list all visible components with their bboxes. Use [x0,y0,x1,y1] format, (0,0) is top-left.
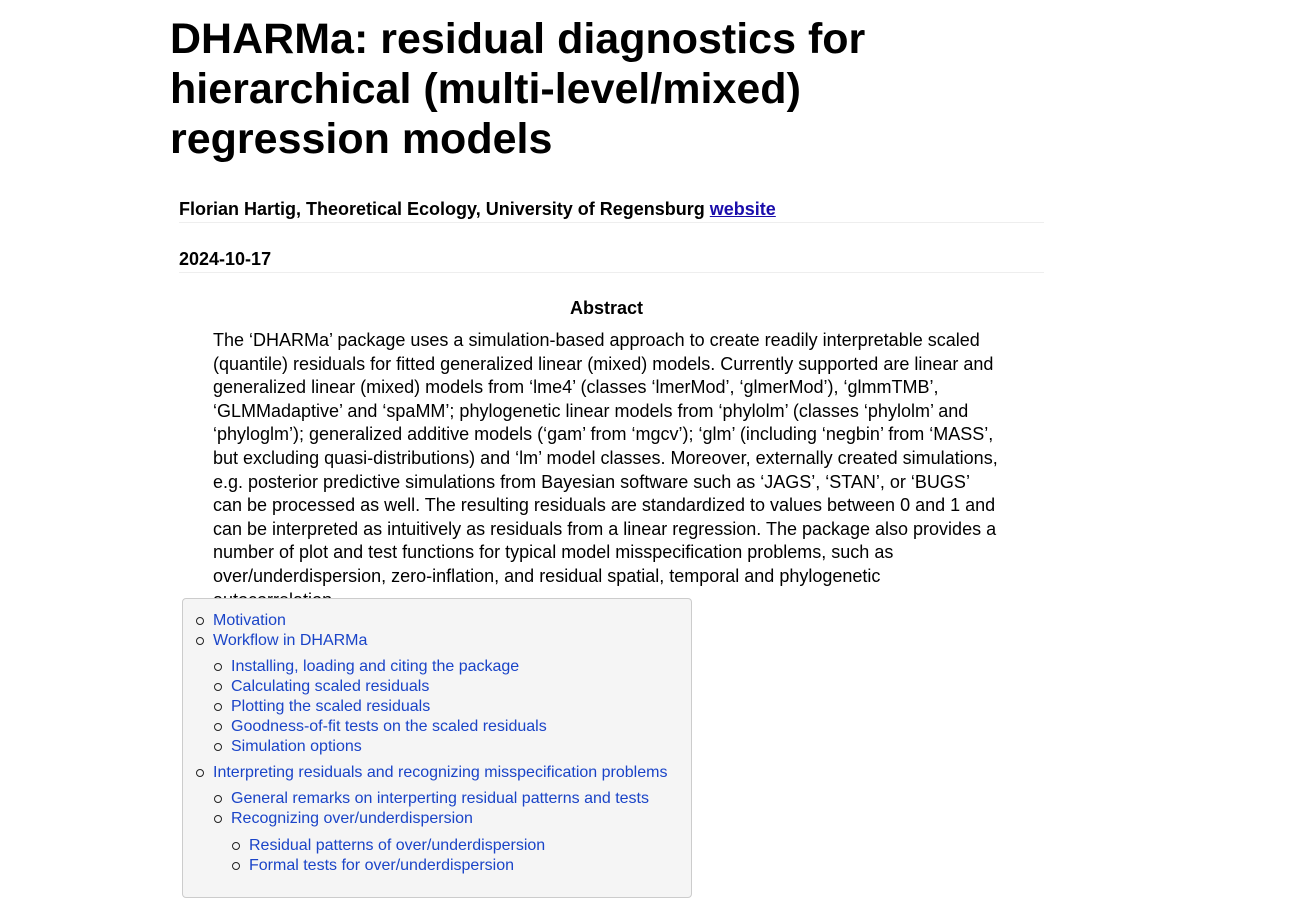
bullet-icon [214,743,222,751]
toc-item-residual-patterns[interactable] [249,836,545,856]
toc-item-calculating[interactable] [231,677,429,697]
toc-link[interactable]: Residual patterns of over/underdispersion [249,837,546,854]
toc-link[interactable]: Interpreting residuals and recognizing misspecification problems [213,764,668,781]
author-line [179,196,1044,223]
toc-item-workflow[interactable] [213,631,367,651]
toc-link[interactable]: Calculating scaled residuals [231,678,430,695]
toc-item-plotting[interactable] [231,697,430,717]
toc-link[interactable]: Installing, loading and citing the package [231,658,520,675]
toc-link[interactable]: Recognizing over/underdispersion [231,810,473,827]
toc-link[interactable]: Motivation [213,612,286,629]
toc-link[interactable]: Plotting the scaled residuals [231,698,431,715]
bullet-icon [232,862,240,870]
toc-item-installing[interactable] [231,657,519,677]
bullet-icon [196,617,204,625]
bullet-icon [214,815,222,823]
toc-link[interactable]: Workflow in DHARMa [213,632,368,649]
bullet-icon [196,637,204,645]
toc-link[interactable]: General remarks on interperting residual patterns and tests [231,790,649,807]
toc-link[interactable]: Simulation options [231,738,362,755]
author-name: Florian Hartig, Theoretical Ecology, University of Regensburg [179,199,705,219]
page-title: DHARMa: residual diagnostics for hierarchical (multi-level/mixed) regression models [170,15,866,163]
toc-item-recognizing-dispersion[interactable] [231,809,473,829]
abstract-text: The ‘DHARMa’ package uses a simulation-based approach to create readily interpretable scaled (quantile) residuals for fitted generalized linear (mixed) models. Currently supported are linear and generalized linear (mixed) models from ‘lme4’ (classes ‘lmerMod’, ‘glmerMod’), ‘glmmTMB’, ‘GLMMadaptive’ and ‘spaMM’; phylogenetic linear models from ‘phylolm’ (classes ‘phylolm’ and ‘phyloglm’); generalized additive models (‘gam’ from ‘mgcv’); ‘glm’ (including ‘negbin’ from ‘MASS’, but excluding quasi-distributions) and ‘lm’ model classes. Moreover, externally created simulations, e.g. posterior predictive simulations from Bayesian software such as ‘JAGS’, ‘STAN’, or ‘BUGS’ can be processed as well. The resulting residuals are standardized to values between 0 and 1 and can be interpreted as intuitively as residuals from a linear regression. The package also provides a number of plot and test functions for typical model misspecification problems, such as over/underdispersion, zero-inflation, and residual spatial, temporal and phylogenetic [213,330,998,586]
bullet-icon [232,842,240,850]
toc-link[interactable]: Goodness-of-fit tests on the scaled residuals [231,718,547,735]
abstract-heading: Abstract [569,298,644,318]
table-of-contents [182,598,692,898]
toc-item-motivation[interactable] [213,611,286,631]
toc-item-general-remarks[interactable] [231,789,649,809]
bullet-icon [196,769,204,777]
bullet-icon [214,795,222,803]
document-date: 2024-10-17 [179,246,1044,273]
author-website-link[interactable]: website [709,199,776,219]
toc-item-formal-tests[interactable] [249,856,514,876]
toc-item-interpreting[interactable] [213,763,667,783]
bullet-icon [214,663,222,671]
bullet-icon [214,723,222,731]
bullet-icon [214,703,222,711]
toc-item-gof-tests[interactable] [231,717,547,737]
toc-link[interactable]: Formal tests for over/underdispersion [249,857,514,874]
bullet-icon [214,683,222,691]
toc-item-simulation-options[interactable] [231,737,362,757]
